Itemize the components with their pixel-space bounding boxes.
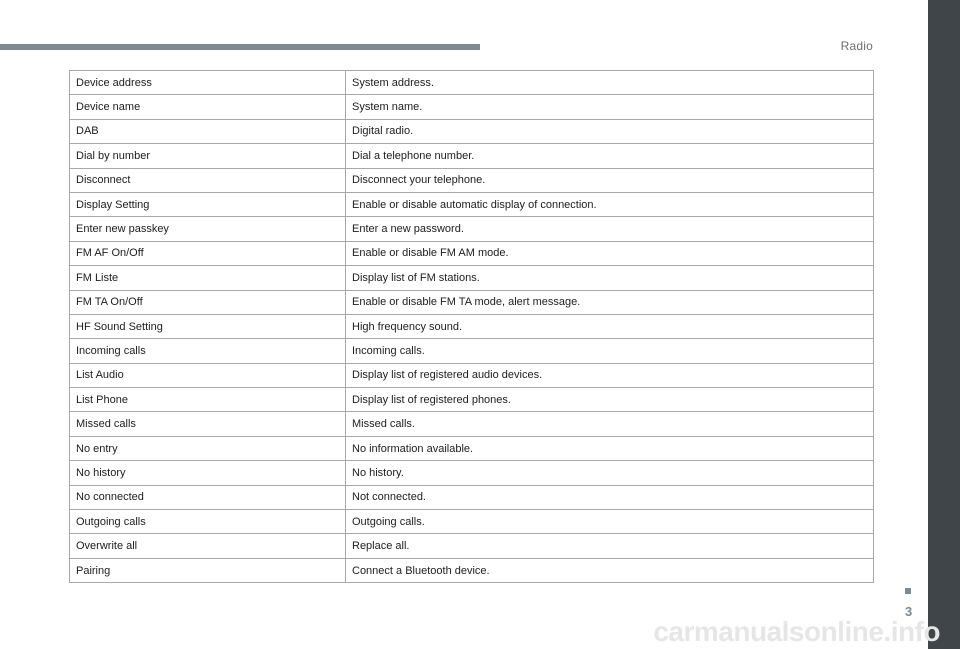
- glossary-table: [69, 70, 874, 583]
- table-row: [70, 363, 874, 387]
- meaning-cell: High frequency sound.: [346, 314, 874, 338]
- meaning-cell: Enable or disable automatic display of connection.: [346, 192, 874, 216]
- table-row: [70, 534, 874, 558]
- table-row: [70, 558, 874, 582]
- section-title: Radio: [840, 39, 873, 53]
- table-row: [70, 339, 874, 363]
- meaning-cell: Enable or disable FM AM mode.: [346, 241, 874, 265]
- meaning-cell: Dial a telephone number.: [346, 144, 874, 168]
- term-cell: No connected: [70, 485, 346, 509]
- term-cell: Device address: [70, 71, 346, 95]
- term-cell: Missed calls: [70, 412, 346, 436]
- table-row: [70, 71, 874, 95]
- page-marker-icon: [905, 588, 911, 594]
- table-row: [70, 144, 874, 168]
- header-rule: [0, 44, 480, 50]
- table-row: [70, 168, 874, 192]
- page-number: 3: [905, 604, 913, 619]
- term-cell: List Audio: [70, 363, 346, 387]
- term-cell: Incoming calls: [70, 339, 346, 363]
- term-cell: HF Sound Setting: [70, 314, 346, 338]
- table-row: [70, 510, 874, 534]
- table-row: [70, 95, 874, 119]
- table-row: [70, 314, 874, 338]
- meaning-cell: Missed calls.: [346, 412, 874, 436]
- meaning-cell: No information available.: [346, 436, 874, 460]
- meaning-cell: Incoming calls.: [346, 339, 874, 363]
- meaning-cell: System name.: [346, 95, 874, 119]
- term-cell: FM Liste: [70, 266, 346, 290]
- term-cell: List Phone: [70, 388, 346, 412]
- meaning-cell: Digital radio.: [346, 119, 874, 143]
- term-cell: Enter new passkey: [70, 217, 346, 241]
- term-cell: FM TA On/Off: [70, 290, 346, 314]
- glossary-table-body: [70, 71, 874, 583]
- meaning-cell: Not connected.: [346, 485, 874, 509]
- table-row: [70, 461, 874, 485]
- term-cell: No entry: [70, 436, 346, 460]
- table-row: [70, 290, 874, 314]
- watermark-logo: carmanualsonline.info: [653, 616, 940, 647]
- table-row: [70, 266, 874, 290]
- table-row: [70, 485, 874, 509]
- term-cell: No history: [70, 461, 346, 485]
- meaning-cell: Enter a new password.: [346, 217, 874, 241]
- table-row: [70, 388, 874, 412]
- term-cell: Display Setting: [70, 192, 346, 216]
- meaning-cell: Enable or disable FM TA mode, alert message.: [346, 290, 874, 314]
- term-cell: Overwrite all: [70, 534, 346, 558]
- table-row: [70, 436, 874, 460]
- meaning-cell: Display list of registered audio devices.: [346, 363, 874, 387]
- term-cell: Device name: [70, 95, 346, 119]
- term-cell: DAB: [70, 119, 346, 143]
- table-row: [70, 241, 874, 265]
- meaning-cell: No history.: [346, 461, 874, 485]
- meaning-cell: Outgoing calls.: [346, 510, 874, 534]
- meaning-cell: Disconnect your telephone.: [346, 168, 874, 192]
- table-row: [70, 192, 874, 216]
- term-cell: Disconnect: [70, 168, 346, 192]
- meaning-cell: Replace all.: [346, 534, 874, 558]
- table-row: [70, 119, 874, 143]
- term-cell: Outgoing calls: [70, 510, 346, 534]
- meaning-cell: Connect a Bluetooth device.: [346, 558, 874, 582]
- meaning-cell: Display list of FM stations.: [346, 266, 874, 290]
- meaning-cell: System address.: [346, 71, 874, 95]
- term-cell: Dial by number: [70, 144, 346, 168]
- table-row: [70, 412, 874, 436]
- table-row: [70, 217, 874, 241]
- term-cell: Pairing: [70, 558, 346, 582]
- side-tab-band: [928, 0, 960, 649]
- meaning-cell: Display list of registered phones.: [346, 388, 874, 412]
- term-cell: FM AF On/Off: [70, 241, 346, 265]
